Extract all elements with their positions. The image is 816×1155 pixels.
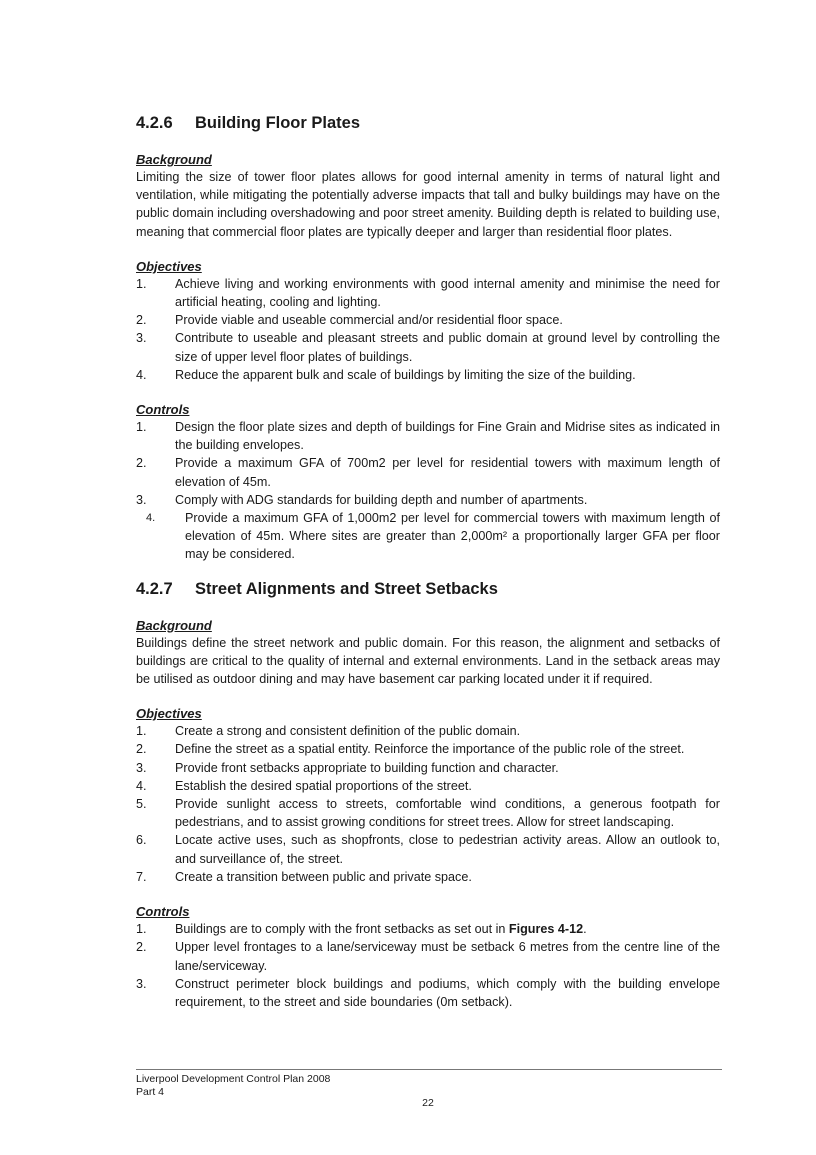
- item-text-part: .: [583, 922, 587, 937]
- background-heading: Background: [136, 617, 212, 633]
- item-number: 1.: [136, 724, 147, 739]
- item-text: Comply with ADG standards for building depth and number of apartments.: [175, 492, 588, 507]
- background-paragraph: Buildings define the street network and public domain. For this reason, the alignment and setbacks of buildings are critical to the quality of internal and external environments. Land in the setback areas may be utilised as outdoor dining and may have basement car parking located under it if required.: [136, 635, 720, 687]
- background-paragraph: Limiting the size of tower floor plates allows for good internal amenity in terms of natural light and ventilation, while mitigating the potentially adverse impacts that tall and bulky buildings may have on the public domain including overshadowing and poor street amenity. Building depth is related to building use, meaning that commercial floor plates are typically deeper and larger than residential floor plates.: [136, 170, 720, 239]
- list-item: [136, 275, 720, 311]
- item-text: Provide a maximum GFA of 700m2 per level for residential towers with maximum length of elevation of 45m.: [175, 456, 720, 489]
- item-number: 2.: [136, 742, 147, 757]
- item-number: 3.: [136, 492, 147, 507]
- section-number: 4.2.7: [136, 579, 173, 598]
- footer-part: Part 4: [136, 1086, 165, 1098]
- item-number: 4.: [136, 778, 147, 793]
- item-number: 3.: [136, 760, 147, 775]
- list-item: [136, 366, 720, 384]
- item-text: Establish the desired spatial proportions of the street.: [175, 778, 472, 793]
- item-text: Define the street as a spatial entity. Reinforce the importance of the public role of the street.: [175, 742, 685, 757]
- list-item: [136, 777, 720, 795]
- item-number: 1.: [136, 922, 147, 937]
- item-text: Provide sunlight access to streets, comfortable wind conditions, a generous footpath for pedestrians, and to assist growing conditions for street trees. Allow for street landscaping.: [175, 797, 720, 830]
- item-text: Construct perimeter block buildings and podiums, which comply with the building envelope requirement, to the street and side boundaries (0m setback).: [175, 976, 720, 1009]
- page-number: 22: [422, 1097, 434, 1109]
- list-item: [136, 795, 720, 831]
- list-item: [136, 491, 720, 509]
- controls-list: [136, 418, 720, 564]
- item-number: 7.: [136, 869, 147, 884]
- footer: [136, 1073, 330, 1099]
- list-item: [136, 509, 720, 564]
- item-text: Contribute to useable and pleasant streets and public domain at ground level by controlling the size of upper level floor plates of buildings.: [175, 331, 720, 364]
- item-number: 3.: [136, 976, 147, 991]
- objectives-list: [136, 722, 720, 886]
- item-number: 2.: [136, 313, 147, 328]
- controls-list: [136, 920, 720, 1011]
- item-text-part: Buildings are to comply with the front setbacks as set out in: [175, 922, 509, 937]
- item-number: 4.: [136, 367, 147, 382]
- item-text: Achieve living and working environments with good internal amenity and minimise the need for artificial heating, cooling and lighting.: [175, 276, 720, 310]
- page-content: [136, 112, 720, 1011]
- list-item: [136, 868, 720, 886]
- item-number: 2.: [136, 940, 147, 955]
- item-text: [175, 920, 720, 938]
- item-text: Upper level frontages to a lane/serviceway must be setback 6 metres from the centre line of the lane/serviceway.: [175, 940, 720, 973]
- item-number: 4.: [146, 512, 156, 525]
- section-title: Building Floor Plates: [195, 114, 361, 132]
- objectives-heading: Objectives: [136, 706, 202, 722]
- footer-document-title: Liverpool Development Control Plan 2008: [136, 1073, 331, 1085]
- objectives-heading: Objectives: [136, 258, 202, 274]
- item-text: Provide a maximum GFA of 1,000m2 per level for commercial towers with maximum length of elevation of 45m. Where sites are greater than 2,000m² a proportionally larger GFA per floor may be considered.: [185, 511, 720, 562]
- section-number: 4.2.6: [136, 114, 173, 132]
- item-text: Reduce the apparent bulk and scale of buildings by limiting the size of the building.: [175, 367, 636, 382]
- section-heading-4-2-7: [136, 578, 720, 600]
- list-item: [136, 759, 720, 777]
- footer-divider: [136, 1069, 722, 1070]
- item-text: Provide viable and useable commercial and/or residential floor space.: [175, 313, 563, 328]
- item-text: Provide front setbacks appropriate to building function and character.: [175, 760, 559, 775]
- list-item: [136, 740, 720, 758]
- item-text: Create a transition between public and private space.: [175, 869, 472, 884]
- item-text: Create a strong and consistent definition of the public domain.: [175, 724, 521, 739]
- list-item: [136, 938, 720, 974]
- item-number: 2.: [136, 456, 147, 471]
- objectives-list: [136, 275, 720, 384]
- item-number: 6.: [136, 833, 147, 848]
- controls-heading: Controls: [136, 402, 190, 418]
- item-number: 3.: [136, 331, 147, 346]
- figure-reference: Figures 4-12: [508, 922, 584, 937]
- list-item: [136, 311, 720, 329]
- item-number: 5.: [136, 797, 147, 812]
- list-item: [136, 831, 720, 867]
- list-item: [136, 418, 720, 454]
- list-item: [136, 920, 720, 938]
- background-heading: Background: [136, 152, 212, 167]
- list-item: [136, 975, 720, 1011]
- list-item: [136, 722, 720, 740]
- list-item: [136, 454, 720, 490]
- item-number: 1.: [136, 276, 147, 291]
- item-text: Locate active uses, such as shopfronts, close to pedestrian activity areas. Allow an outlook to, and surveillance of, the street.: [175, 833, 720, 866]
- item-text: Design the floor plate sizes and depth of buildings for Fine Grain and Midrise sites as indicated in the building envelopes.: [175, 420, 720, 453]
- list-item: [136, 329, 720, 365]
- section-heading-4-2-6: [136, 112, 720, 134]
- item-number: 1.: [136, 420, 147, 435]
- section-title: Street Alignments and Street Setbacks: [195, 579, 498, 598]
- controls-heading: Controls: [136, 904, 190, 920]
